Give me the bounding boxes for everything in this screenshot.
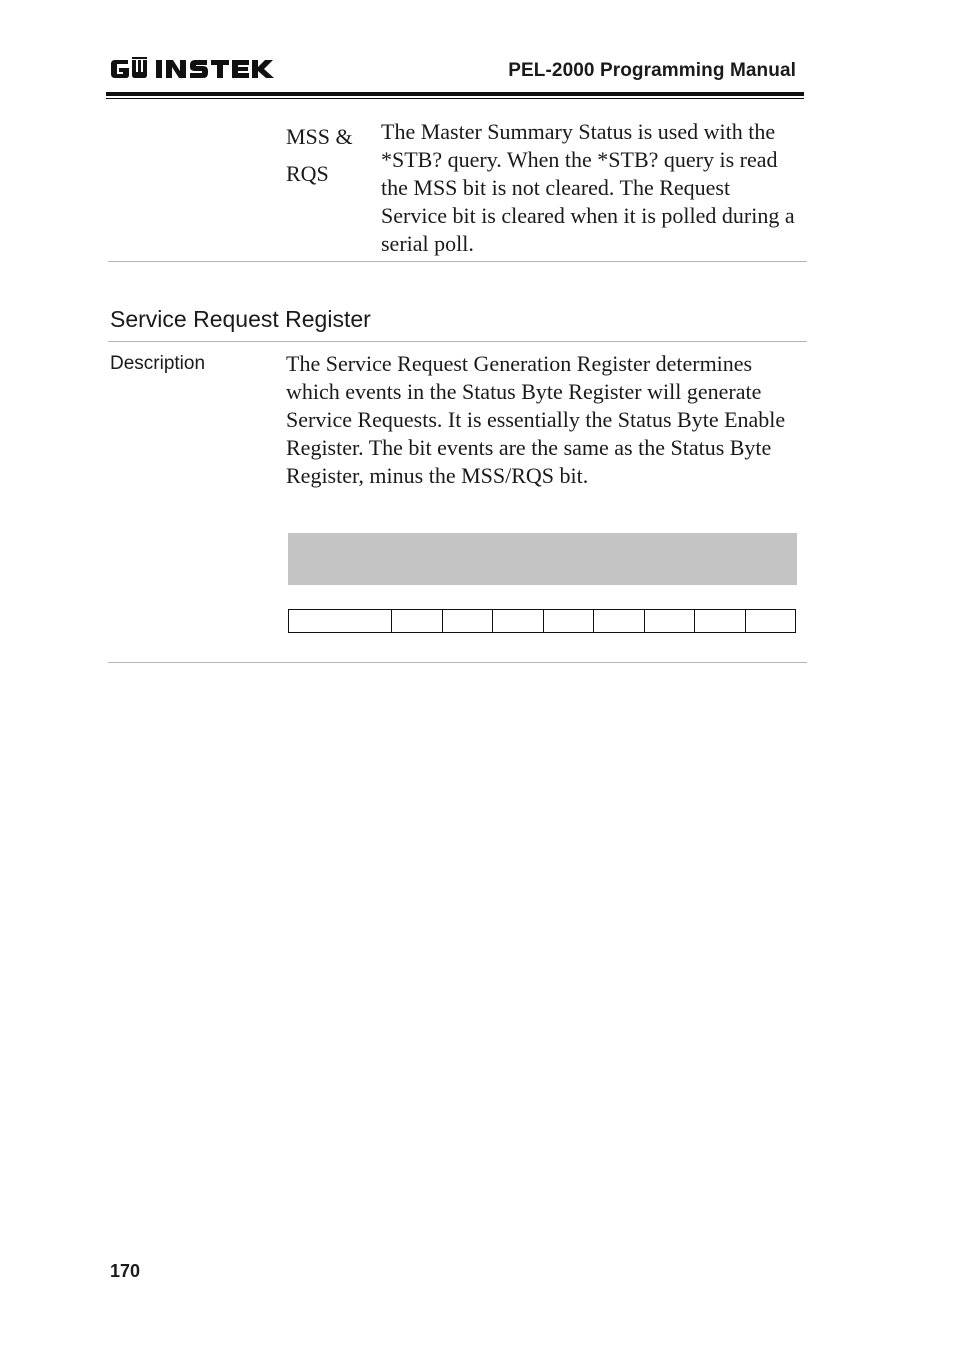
- section-end-divider: [108, 662, 807, 663]
- register-diagram-band: [288, 533, 797, 585]
- bit-cell: [593, 610, 644, 632]
- mss-label-line1: MSS &: [286, 124, 353, 149]
- bit-table: [288, 609, 796, 633]
- section-title: Service Request Register: [110, 306, 371, 332]
- bit-cell: [644, 610, 694, 632]
- bit-cell: [543, 610, 593, 632]
- bit-cell: [289, 610, 391, 632]
- section-divider: [108, 341, 807, 342]
- gw-instek-logo: [108, 54, 280, 84]
- header-rule-thick: [106, 92, 804, 96]
- manual-title: PEL-2000 Programming Manual: [508, 60, 796, 81]
- bit-cell: [492, 610, 543, 632]
- bit-cell: [442, 610, 492, 632]
- bit-cell: [694, 610, 745, 632]
- description-label: Description: [110, 353, 206, 374]
- description-text: The Service Request Generation Register determines which events in the Status Byte Register will generate Service Requests. It is essentially the Status Byte Enable Register. The bit events are the same as the Status Byte Register, minus the MSS/RQS bit.: [286, 351, 786, 488]
- bit-cell: [745, 610, 795, 632]
- mss-rqs-description: The Master Summary Status is used with the *STB? query. When the *STB? query is read the MSS bit is not cleared. The Request Service bit is cleared when it is polled during a serial poll.: [381, 119, 795, 256]
- mss-rqs-label: [286, 118, 366, 192]
- row-divider: [108, 261, 807, 262]
- bit-cell: [391, 610, 442, 632]
- mss-label-line2: RQS: [286, 161, 329, 186]
- header-rule-thin: [106, 98, 804, 99]
- logo-graphic: [108, 54, 280, 84]
- page-number: 170: [110, 1261, 141, 1281]
